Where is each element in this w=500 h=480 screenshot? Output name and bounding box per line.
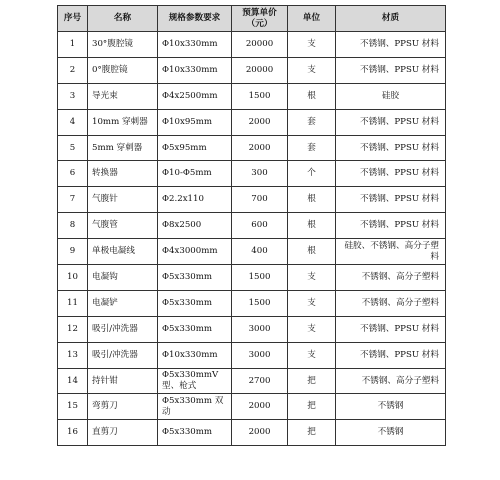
cell-spec: Φ10-Φ5mm [158,161,232,187]
cell-spec: Φ5x330mm [158,265,232,291]
cell-name: 弯剪刀 [88,394,158,420]
cell-material: 不锈钢 [336,394,446,420]
cell-budget: 2000 [232,109,288,135]
table-row [58,394,446,420]
cell-index: 3 [58,83,88,109]
cell-name: 气腹管 [88,213,158,239]
cell-index: 6 [58,161,88,187]
header-material: 材质 [336,6,446,32]
cell-index: 2 [58,57,88,83]
cell-index: 7 [58,187,88,213]
cell-index: 11 [58,290,88,316]
cell-unit: 把 [288,394,336,420]
cell-material: 硅胶 [336,83,446,109]
table-header-row [58,6,446,32]
cell-spec: Φ5x95mm [158,135,232,161]
cell-name: 吸引/冲洗器 [88,316,158,342]
table-row [58,420,446,446]
cell-spec: Φ10x330mm [158,342,232,368]
cell-spec: Φ10x330mm [158,57,232,83]
cell-budget: 20000 [232,57,288,83]
cell-material: 不锈钢、PPSU 材料 [336,109,446,135]
cell-name: 电凝钩 [88,265,158,291]
table-row [58,342,446,368]
equipment-spec-table [57,5,446,446]
cell-budget: 1500 [232,265,288,291]
cell-unit: 套 [288,135,336,161]
cell-unit: 根 [288,83,336,109]
cell-name: 30°腹腔镜 [88,32,158,58]
cell-unit: 套 [288,109,336,135]
cell-unit: 把 [288,420,336,446]
table-row [58,368,446,394]
table-row [58,109,446,135]
table-row [58,213,446,239]
cell-material: 不锈钢、PPSU 材料 [336,57,446,83]
cell-unit: 支 [288,290,336,316]
table-row [58,239,446,265]
cell-spec: Φ5x330mm [158,290,232,316]
header-budget: 预算单价（元） [232,6,288,32]
header-spec: 规格参数要求 [158,6,232,32]
cell-unit: 根 [288,239,336,265]
cell-name: 气腹针 [88,187,158,213]
cell-index: 14 [58,368,88,394]
header-name: 名称 [88,6,158,32]
cell-material: 不锈钢、PPSU 材料 [336,316,446,342]
table-row [58,135,446,161]
cell-budget: 2000 [232,135,288,161]
table-body [58,32,446,446]
cell-material: 不锈钢、PPSU 材料 [336,161,446,187]
table-row [58,83,446,109]
cell-name: 导光束 [88,83,158,109]
cell-index: 16 [58,420,88,446]
cell-material: 不锈钢 [336,420,446,446]
cell-index: 1 [58,32,88,58]
cell-unit: 根 [288,213,336,239]
cell-material: 不锈钢、PPSU 材料 [336,32,446,58]
cell-index: 4 [58,109,88,135]
cell-budget: 1500 [232,290,288,316]
cell-name: 转换器 [88,161,158,187]
cell-budget: 1500 [232,83,288,109]
cell-index: 9 [58,239,88,265]
cell-material: 不锈钢、PPSU 材料 [336,187,446,213]
cell-budget: 2000 [232,394,288,420]
table-row [58,290,446,316]
cell-unit: 支 [288,342,336,368]
cell-spec: Φ10x95mm [158,109,232,135]
cell-name: 吸引/冲洗器 [88,342,158,368]
table-row [58,161,446,187]
cell-name: 持针钳 [88,368,158,394]
cell-budget: 300 [232,161,288,187]
cell-unit: 支 [288,32,336,58]
cell-material: 不锈钢、高分子塑料 [336,368,446,394]
cell-name: 5mm 穿刺器 [88,135,158,161]
table-row [58,187,446,213]
cell-spec: Φ4x2500mm [158,83,232,109]
cell-material: 不锈钢、高分子塑料 [336,265,446,291]
cell-name: 0°腹腔镜 [88,57,158,83]
cell-unit: 支 [288,265,336,291]
cell-spec: Φ5x330mm 双动 [158,394,232,420]
cell-index: 13 [58,342,88,368]
cell-index: 10 [58,265,88,291]
cell-name: 10mm 穿刺器 [88,109,158,135]
cell-material: 不锈钢、PPSU 材料 [336,342,446,368]
cell-budget: 3000 [232,342,288,368]
cell-spec: Φ10x330mm [158,32,232,58]
cell-budget: 2700 [232,368,288,394]
cell-unit: 个 [288,161,336,187]
cell-spec: Φ5x330mm [158,316,232,342]
cell-unit: 支 [288,57,336,83]
cell-material: 不锈钢、高分子塑料 [336,290,446,316]
header-index: 序号 [58,6,88,32]
cell-spec: Φ5x330mmV 型、枪式 [158,368,232,394]
cell-index: 15 [58,394,88,420]
table-row [58,57,446,83]
table-row [58,316,446,342]
cell-budget: 20000 [232,32,288,58]
cell-spec: Φ5x330mm [158,420,232,446]
cell-material: 硅胶、不锈钢、高分子塑料 [336,239,446,265]
cell-name: 电凝铲 [88,290,158,316]
cell-budget: 600 [232,213,288,239]
cell-material: 不锈钢、PPSU 材料 [336,135,446,161]
cell-unit: 支 [288,316,336,342]
table-row [58,32,446,58]
table-row [58,265,446,291]
cell-name: 直剪刀 [88,420,158,446]
cell-budget: 3000 [232,316,288,342]
cell-index: 5 [58,135,88,161]
cell-index: 8 [58,213,88,239]
cell-name: 单极电凝线 [88,239,158,265]
cell-budget: 400 [232,239,288,265]
cell-index: 12 [58,316,88,342]
cell-unit: 根 [288,187,336,213]
cell-spec: Φ8x2500 [158,213,232,239]
cell-spec: Φ2.2x110 [158,187,232,213]
cell-budget: 700 [232,187,288,213]
cell-budget: 2000 [232,420,288,446]
cell-material: 不锈钢、PPSU 材料 [336,213,446,239]
cell-spec: Φ4x3000mm [158,239,232,265]
cell-unit: 把 [288,368,336,394]
header-unit: 单位 [288,6,336,32]
